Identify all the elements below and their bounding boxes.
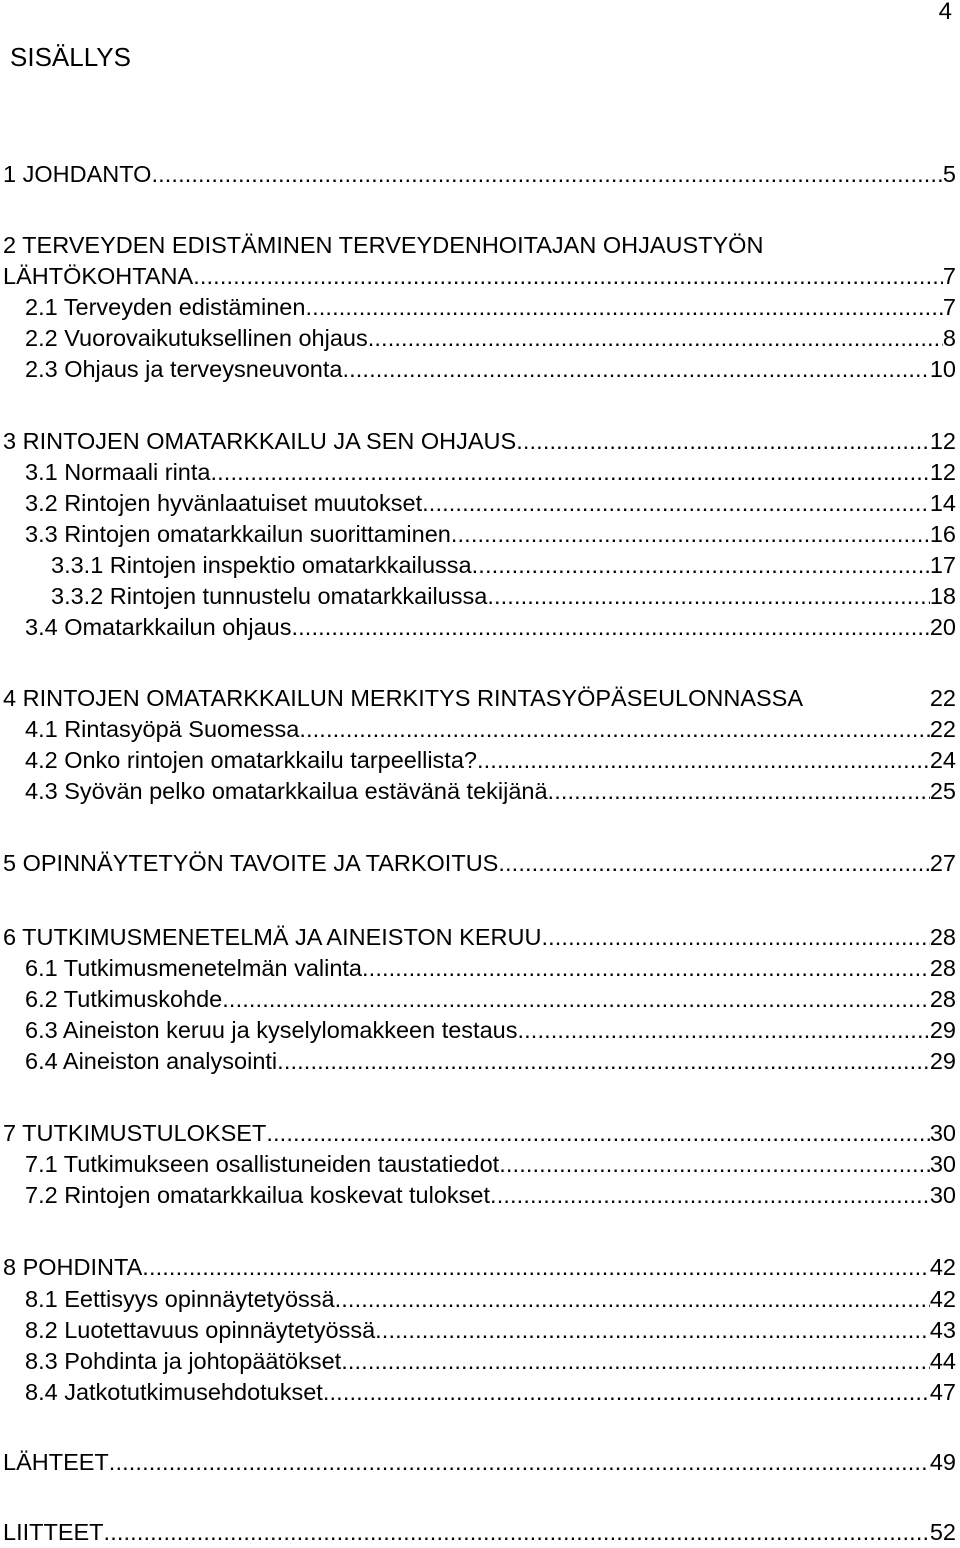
toc-entry-label: LIITTEET: [3, 1519, 104, 1545]
toc-entry-label: 3 RINTOJEN OMATARKKAILU JA SEN OHJAUS: [3, 428, 517, 454]
toc-entry-page: 29: [929, 1017, 956, 1043]
toc-entry-label: 1 JOHDANTO: [3, 161, 152, 187]
toc-leader-dots: [477, 744, 930, 776]
toc-entry[interactable]: [0, 1283, 956, 1315]
toc-entry-page: 30: [929, 1120, 956, 1146]
toc-entry-page: 30: [929, 1151, 956, 1177]
toc-entry[interactable]: [0, 260, 956, 292]
toc-entry-label: 4.3 Syövän pelko omatarkkailua estävänä tekijänä: [25, 778, 548, 804]
toc-leader-dots: [142, 1251, 930, 1283]
toc-entry-page: 25: [929, 778, 956, 804]
toc-leader-dots: [323, 1376, 930, 1408]
toc-entry-label: 8.2 Luotettavuus opinnäytetyössä: [25, 1317, 376, 1343]
toc-entry[interactable]: [0, 1446, 956, 1478]
toc-leader-dots: [548, 775, 930, 807]
toc-leader-dots: [472, 549, 930, 581]
toc-leader-dots: [305, 291, 942, 323]
toc-entry[interactable]: [0, 1179, 956, 1211]
toc-entry[interactable]: [0, 713, 956, 745]
toc-entry-page: 12: [929, 428, 956, 454]
toc-entry-label: 4 RINTOJEN OMATARKKAILUN MERKITYS RINTASYÖPÄSEULONNASSA: [3, 685, 804, 711]
toc-entry-page: 42: [929, 1286, 956, 1312]
toc-leader-dots: [109, 1446, 930, 1478]
toc-entry-page: 18: [929, 583, 956, 609]
toc-entry-page: 14: [929, 490, 956, 516]
toc-leader-dots: [375, 1314, 930, 1346]
toc-entry-page: 5: [942, 161, 956, 187]
toc-entry[interactable]: [0, 487, 956, 519]
toc-entry-page: 43: [929, 1317, 956, 1343]
toc-entry-page: 28: [929, 924, 956, 950]
toc-entry-page: 16: [929, 521, 956, 547]
toc-entry-label: 8.3 Pohdinta ja johtopäätökset: [25, 1348, 342, 1374]
toc-leader-dots: [362, 952, 930, 984]
toc-leader-dots: [210, 456, 929, 488]
toc-entry[interactable]: [0, 1148, 956, 1180]
toc-entry[interactable]: [0, 158, 956, 190]
toc-entry-page: 17: [929, 552, 956, 578]
toc-entry-label: 6.2 Tutkimuskohde: [25, 986, 223, 1012]
toc-entry[interactable]: [0, 1117, 956, 1149]
toc-entry-label: 6 TUTKIMUSMENETELMÄ JA AINEISTON KERUU: [3, 924, 542, 950]
toc-entry-label: 8.1 Eettisyys opinnäytetyössä: [25, 1286, 335, 1312]
toc-entry-page: 7: [942, 263, 956, 289]
toc-entry[interactable]: [0, 1376, 956, 1408]
toc-entry-page: 49: [929, 1449, 956, 1475]
toc-entry-label: 7.1 Tutkimukseen osallistuneiden taustatiedot: [25, 1151, 500, 1177]
toc-entry[interactable]: [0, 1345, 956, 1377]
toc-entry-label: 6.4 Aineiston analysointi: [25, 1048, 278, 1074]
toc-leader-dots: [104, 1516, 930, 1548]
toc-leader-dots: [517, 1014, 929, 1046]
toc-leader-dots: [541, 921, 929, 953]
toc-leader-dots: [222, 983, 930, 1015]
toc-entry[interactable]: [0, 229, 956, 261]
toc-entry[interactable]: [0, 353, 956, 385]
toc-entry-label: 2.2 Vuorovaikutuksellinen ohjaus: [25, 325, 368, 351]
toc-entry[interactable]: [0, 1045, 956, 1077]
toc-leader-dots: [487, 580, 930, 612]
toc-entry[interactable]: [0, 1251, 956, 1283]
toc-entry-page: 27: [929, 850, 956, 876]
toc-leader-dots: [193, 260, 943, 292]
toc-entry-page: 22: [929, 685, 956, 711]
toc-entry-page: 42: [929, 1254, 956, 1280]
toc-leader-dots: [341, 1345, 930, 1377]
toc-entry[interactable]: [0, 425, 956, 457]
toc-entry-label: 3.3.2 Rintojen tunnustelu omatarkkailussa: [51, 583, 488, 609]
toc-leader-dots: [422, 487, 930, 519]
toc-entry[interactable]: [0, 518, 956, 550]
toc-leader-dots: [291, 611, 929, 643]
toc-entry[interactable]: [0, 322, 956, 354]
toc-leader-dots: [266, 1117, 930, 1149]
toc-entry-page: 29: [929, 1048, 956, 1074]
toc-entry-label: 6.3 Aineiston keruu ja kyselylomakkeen testaus: [25, 1017, 518, 1043]
toc-leader-dots: [151, 158, 942, 190]
toc-entry[interactable]: [0, 291, 956, 323]
toc-entry-label: 2 TERVEYDEN EDISTÄMINEN TERVEYDENHOITAJAN OHJAUSTYÖN: [3, 232, 764, 258]
toc-entry-label: 4.1 Rintasyöpä Suomessa: [25, 716, 300, 742]
toc-entry-label: 3.2 Rintojen hyvänlaatuiset muutokset: [25, 490, 423, 516]
toc-entry-label: 3.4 Omatarkkailun ohjaus: [25, 614, 292, 640]
toc-entry-label: 5 OPINNÄYTETYÖN TAVOITE JA TARKOITUS: [3, 850, 499, 876]
toc-entry[interactable]: [0, 682, 956, 714]
toc-entry[interactable]: [0, 1014, 956, 1046]
toc-entry-page: 47: [929, 1379, 956, 1405]
toc-entry-label: 8.4 Jatkotutkimusehdotukset: [25, 1379, 323, 1405]
toc-entry-page: 28: [929, 955, 956, 981]
toc-leader-dots: [499, 1148, 930, 1180]
toc-entry-page: 7: [942, 294, 956, 320]
toc-leader-dots: [368, 322, 943, 354]
toc-entry-label: 3.3 Rintojen omatarkkailun suorittaminen: [25, 521, 451, 547]
toc-entry-page: 10: [929, 356, 956, 382]
toc-entry-page: 20: [929, 614, 956, 640]
toc-leader-dots: [498, 847, 930, 879]
toc-entry[interactable]: [0, 1516, 956, 1548]
toc-entry-label: 7.2 Rintojen omatarkkailua koskevat tulokset: [25, 1182, 491, 1208]
toc-leader-dots: [490, 1179, 930, 1211]
toc-leader-dots: [335, 1283, 930, 1315]
toc-leader-dots: [277, 1045, 930, 1077]
toc-entry[interactable]: [0, 580, 956, 612]
toc-entry[interactable]: [0, 952, 956, 984]
page-number: 4: [938, 0, 952, 25]
toc-entry[interactable]: [0, 456, 956, 488]
toc-entry-page: 22: [929, 716, 956, 742]
toc-entry-page: 30: [929, 1182, 956, 1208]
toc-entry-label: 4.2 Onko rintojen omatarkkailu tarpeellista?: [25, 747, 477, 773]
toc-entry-page: 44: [929, 1348, 956, 1374]
toc-entry-label: 2.3 Ohjaus ja terveysneuvonta: [25, 356, 343, 382]
toc-entry-label: 6.1 Tutkimusmenetelmän valinta: [25, 955, 362, 981]
toc-entry-label: LÄHTEET: [3, 1449, 109, 1475]
toc-entry[interactable]: [0, 775, 956, 807]
toc-entry[interactable]: [0, 921, 956, 953]
toc-leader-dots: [451, 518, 930, 550]
toc-leader-dots: [516, 425, 930, 457]
toc-entry[interactable]: [0, 1314, 956, 1346]
toc-entry[interactable]: [0, 983, 956, 1015]
toc-entry[interactable]: [0, 847, 956, 879]
toc-leader-dots: [299, 713, 930, 745]
toc-entry-label: 3.1 Normaali rinta: [25, 459, 211, 485]
toc-leader-dots: [342, 353, 929, 385]
toc-entry-label: 3.3.1 Rintojen inspektio omatarkkailussa: [51, 552, 472, 578]
toc-entry-page: 52: [929, 1519, 956, 1545]
toc-entry-page: 8: [942, 325, 956, 351]
toc-entry-label: 7 TUTKIMUSTULOKSET: [3, 1120, 267, 1146]
toc-entry-label: 2.1 Terveyden edistäminen: [25, 294, 306, 320]
toc-entry[interactable]: [0, 611, 956, 643]
toc-entry-label: 8 POHDINTA: [3, 1254, 143, 1280]
toc-entry-page: 12: [929, 459, 956, 485]
toc-entry-label: LÄHTÖKOHTANA: [3, 263, 194, 289]
toc-entry[interactable]: [0, 744, 956, 776]
toc-entry-page: 28: [929, 986, 956, 1012]
toc-entry-page: 24: [929, 747, 956, 773]
toc-entry[interactable]: [0, 549, 956, 581]
toc-heading: SISÄLLYS: [10, 42, 131, 72]
